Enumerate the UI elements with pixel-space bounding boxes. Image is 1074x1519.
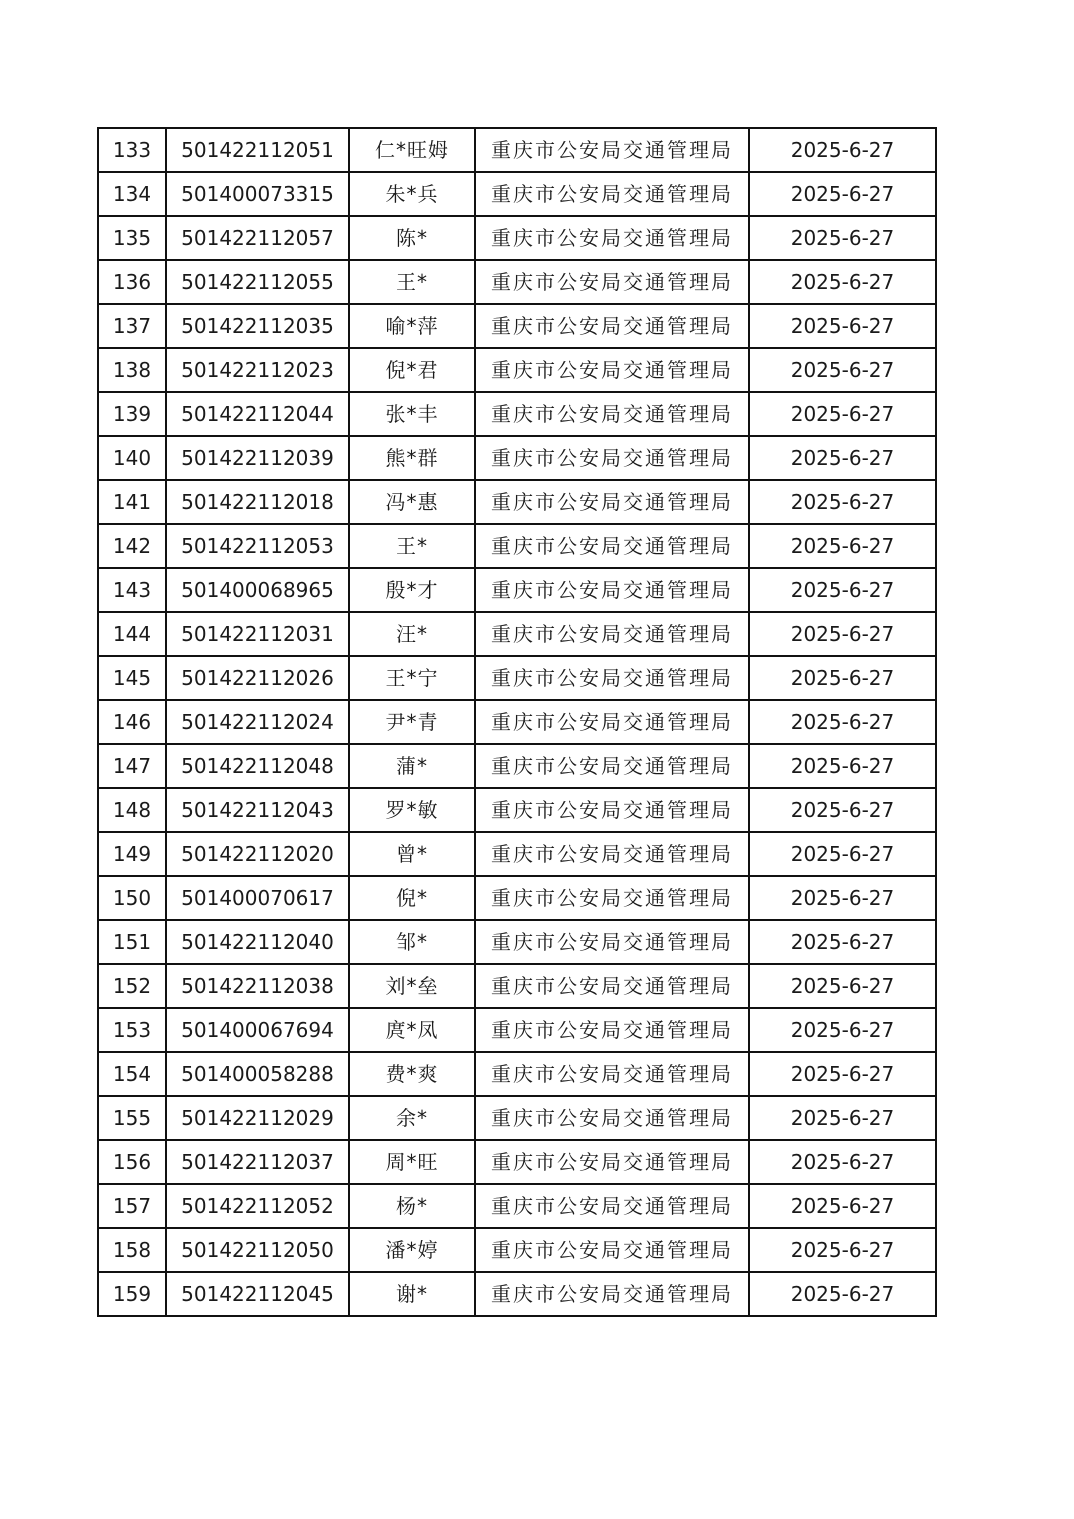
- organization-cell: 重庆市公安局交通管理局: [475, 304, 749, 348]
- date-cell: 2025-6-27: [749, 480, 936, 524]
- row-number-cell: 141: [98, 480, 166, 524]
- date-cell: 2025-6-27: [749, 216, 936, 260]
- date-cell: 2025-6-27: [749, 392, 936, 436]
- id-number-cell: 501422112024: [166, 700, 349, 744]
- organization-cell: 重庆市公安局交通管理局: [475, 700, 749, 744]
- date-cell: 2025-6-27: [749, 304, 936, 348]
- id-number-cell: 501422112053: [166, 524, 349, 568]
- organization-cell: 重庆市公安局交通管理局: [475, 392, 749, 436]
- table-row: [98, 656, 936, 700]
- table-row: [98, 172, 936, 216]
- table-row: [98, 788, 936, 832]
- date-cell: 2025-6-27: [749, 1096, 936, 1140]
- person-name-cell: 陈*: [349, 216, 475, 260]
- person-name-cell: 汪*: [349, 612, 475, 656]
- date-cell: 2025-6-27: [749, 612, 936, 656]
- table-row: [98, 436, 936, 480]
- person-name-cell: 蒲*: [349, 744, 475, 788]
- id-number-cell: 501400073315: [166, 172, 349, 216]
- table-row: [98, 1184, 936, 1228]
- table-row: [98, 964, 936, 1008]
- organization-cell: 重庆市公安局交通管理局: [475, 1096, 749, 1140]
- row-number-cell: 133: [98, 128, 166, 172]
- id-number-cell: 501422112052: [166, 1184, 349, 1228]
- date-cell: 2025-6-27: [749, 524, 936, 568]
- date-cell: 2025-6-27: [749, 1140, 936, 1184]
- id-number-cell: 501422112040: [166, 920, 349, 964]
- row-number-cell: 143: [98, 568, 166, 612]
- person-name-cell: 周*旺: [349, 1140, 475, 1184]
- organization-cell: 重庆市公安局交通管理局: [475, 1140, 749, 1184]
- person-name-cell: 朱*兵: [349, 172, 475, 216]
- person-name-cell: 倪*君: [349, 348, 475, 392]
- row-number-cell: 152: [98, 964, 166, 1008]
- roster-table: [97, 127, 937, 1317]
- person-name-cell: 费*爽: [349, 1052, 475, 1096]
- row-number-cell: 156: [98, 1140, 166, 1184]
- date-cell: 2025-6-27: [749, 700, 936, 744]
- person-name-cell: 余*: [349, 1096, 475, 1140]
- table-row: [98, 216, 936, 260]
- row-number-cell: 157: [98, 1184, 166, 1228]
- person-name-cell: 庹*凤: [349, 1008, 475, 1052]
- organization-cell: 重庆市公安局交通管理局: [475, 1228, 749, 1272]
- row-number-cell: 136: [98, 260, 166, 304]
- person-name-cell: 喻*萍: [349, 304, 475, 348]
- person-name-cell: 冯*惠: [349, 480, 475, 524]
- date-cell: 2025-6-27: [749, 436, 936, 480]
- organization-cell: 重庆市公安局交通管理局: [475, 568, 749, 612]
- roster-table-body: [98, 128, 936, 1316]
- organization-cell: 重庆市公安局交通管理局: [475, 260, 749, 304]
- table-row: [98, 1096, 936, 1140]
- row-number-cell: 145: [98, 656, 166, 700]
- id-number-cell: 501400058288: [166, 1052, 349, 1096]
- table-row: [98, 1228, 936, 1272]
- date-cell: 2025-6-27: [749, 876, 936, 920]
- organization-cell: 重庆市公安局交通管理局: [475, 876, 749, 920]
- organization-cell: 重庆市公安局交通管理局: [475, 1272, 749, 1316]
- date-cell: 2025-6-27: [749, 1272, 936, 1316]
- row-number-cell: 147: [98, 744, 166, 788]
- table-row: [98, 568, 936, 612]
- date-cell: 2025-6-27: [749, 568, 936, 612]
- organization-cell: 重庆市公安局交通管理局: [475, 216, 749, 260]
- date-cell: 2025-6-27: [749, 964, 936, 1008]
- person-name-cell: 谢*: [349, 1272, 475, 1316]
- id-number-cell: 501422112043: [166, 788, 349, 832]
- table-row: [98, 832, 936, 876]
- id-number-cell: 501422112050: [166, 1228, 349, 1272]
- id-number-cell: 501400070617: [166, 876, 349, 920]
- row-number-cell: 151: [98, 920, 166, 964]
- id-number-cell: 501400068965: [166, 568, 349, 612]
- person-name-cell: 王*宁: [349, 656, 475, 700]
- organization-cell: 重庆市公安局交通管理局: [475, 1008, 749, 1052]
- date-cell: 2025-6-27: [749, 744, 936, 788]
- organization-cell: 重庆市公安局交通管理局: [475, 612, 749, 656]
- date-cell: 2025-6-27: [749, 656, 936, 700]
- date-cell: 2025-6-27: [749, 832, 936, 876]
- person-name-cell: 曾*: [349, 832, 475, 876]
- table-row: [98, 612, 936, 656]
- table-row: [98, 700, 936, 744]
- table-row: [98, 920, 936, 964]
- date-cell: 2025-6-27: [749, 260, 936, 304]
- date-cell: 2025-6-27: [749, 128, 936, 172]
- id-number-cell: 501422112057: [166, 216, 349, 260]
- id-number-cell: 501422112026: [166, 656, 349, 700]
- row-number-cell: 144: [98, 612, 166, 656]
- organization-cell: 重庆市公安局交通管理局: [475, 832, 749, 876]
- id-number-cell: 501400067694: [166, 1008, 349, 1052]
- date-cell: 2025-6-27: [749, 1184, 936, 1228]
- table-row: [98, 1140, 936, 1184]
- person-name-cell: 潘*婷: [349, 1228, 475, 1272]
- date-cell: 2025-6-27: [749, 1228, 936, 1272]
- table-row: [98, 524, 936, 568]
- organization-cell: 重庆市公安局交通管理局: [475, 524, 749, 568]
- row-number-cell: 158: [98, 1228, 166, 1272]
- date-cell: 2025-6-27: [749, 1008, 936, 1052]
- row-number-cell: 149: [98, 832, 166, 876]
- person-name-cell: 王*: [349, 260, 475, 304]
- id-number-cell: 501422112045: [166, 1272, 349, 1316]
- id-number-cell: 501422112023: [166, 348, 349, 392]
- row-number-cell: 138: [98, 348, 166, 392]
- organization-cell: 重庆市公安局交通管理局: [475, 1184, 749, 1228]
- id-number-cell: 501422112044: [166, 392, 349, 436]
- organization-cell: 重庆市公安局交通管理局: [475, 920, 749, 964]
- row-number-cell: 159: [98, 1272, 166, 1316]
- id-number-cell: 501422112048: [166, 744, 349, 788]
- person-name-cell: 倪*: [349, 876, 475, 920]
- table-row: [98, 348, 936, 392]
- row-number-cell: 137: [98, 304, 166, 348]
- organization-cell: 重庆市公安局交通管理局: [475, 1052, 749, 1096]
- person-name-cell: 邹*: [349, 920, 475, 964]
- organization-cell: 重庆市公安局交通管理局: [475, 348, 749, 392]
- person-name-cell: 尹*青: [349, 700, 475, 744]
- table-row: [98, 1008, 936, 1052]
- row-number-cell: 135: [98, 216, 166, 260]
- date-cell: 2025-6-27: [749, 920, 936, 964]
- id-number-cell: 501422112055: [166, 260, 349, 304]
- person-name-cell: 熊*群: [349, 436, 475, 480]
- table-row: [98, 1052, 936, 1096]
- table-row: [98, 392, 936, 436]
- table-row: [98, 744, 936, 788]
- id-number-cell: 501422112039: [166, 436, 349, 480]
- organization-cell: 重庆市公安局交通管理局: [475, 788, 749, 832]
- row-number-cell: 142: [98, 524, 166, 568]
- row-number-cell: 139: [98, 392, 166, 436]
- organization-cell: 重庆市公安局交通管理局: [475, 172, 749, 216]
- row-number-cell: 146: [98, 700, 166, 744]
- organization-cell: 重庆市公安局交通管理局: [475, 436, 749, 480]
- table-row: [98, 1272, 936, 1316]
- id-number-cell: 501422112020: [166, 832, 349, 876]
- table-row: [98, 876, 936, 920]
- person-name-cell: 仁*旺姆: [349, 128, 475, 172]
- date-cell: 2025-6-27: [749, 788, 936, 832]
- id-number-cell: 501422112035: [166, 304, 349, 348]
- table-row: [98, 128, 936, 172]
- id-number-cell: 501422112018: [166, 480, 349, 524]
- row-number-cell: 134: [98, 172, 166, 216]
- date-cell: 2025-6-27: [749, 1052, 936, 1096]
- id-number-cell: 501422112029: [166, 1096, 349, 1140]
- row-number-cell: 154: [98, 1052, 166, 1096]
- organization-cell: 重庆市公安局交通管理局: [475, 128, 749, 172]
- person-name-cell: 罗*敏: [349, 788, 475, 832]
- organization-cell: 重庆市公安局交通管理局: [475, 480, 749, 524]
- id-number-cell: 501422112037: [166, 1140, 349, 1184]
- person-name-cell: 王*: [349, 524, 475, 568]
- table-row: [98, 480, 936, 524]
- table-row: [98, 304, 936, 348]
- row-number-cell: 153: [98, 1008, 166, 1052]
- id-number-cell: 501422112038: [166, 964, 349, 1008]
- person-name-cell: 殷*才: [349, 568, 475, 612]
- row-number-cell: 148: [98, 788, 166, 832]
- table-row: [98, 260, 936, 304]
- organization-cell: 重庆市公安局交通管理局: [475, 744, 749, 788]
- person-name-cell: 杨*: [349, 1184, 475, 1228]
- person-name-cell: 刘*垒: [349, 964, 475, 1008]
- row-number-cell: 140: [98, 436, 166, 480]
- row-number-cell: 155: [98, 1096, 166, 1140]
- id-number-cell: 501422112031: [166, 612, 349, 656]
- organization-cell: 重庆市公安局交通管理局: [475, 656, 749, 700]
- row-number-cell: 150: [98, 876, 166, 920]
- person-name-cell: 张*丰: [349, 392, 475, 436]
- organization-cell: 重庆市公安局交通管理局: [475, 964, 749, 1008]
- id-number-cell: 501422112051: [166, 128, 349, 172]
- date-cell: 2025-6-27: [749, 348, 936, 392]
- date-cell: 2025-6-27: [749, 172, 936, 216]
